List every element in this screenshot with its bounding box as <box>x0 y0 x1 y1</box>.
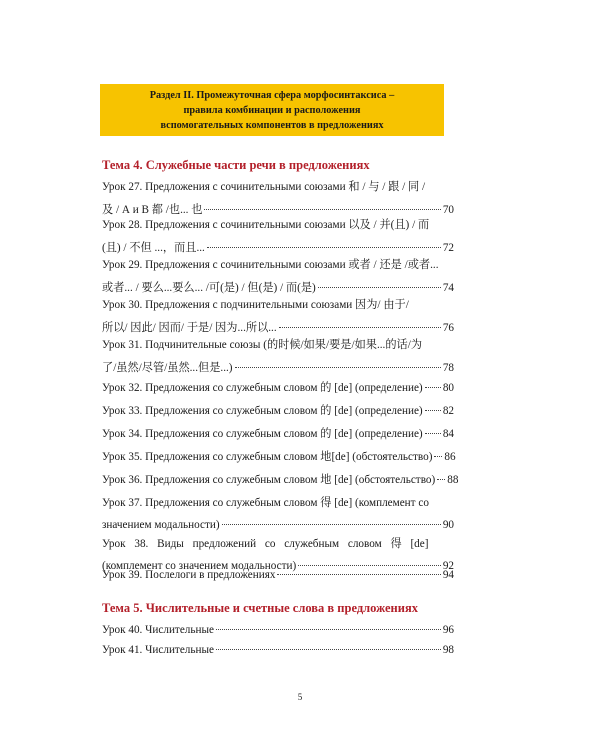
toc-entry-text: Урок 41. Числительные <box>102 644 214 656</box>
toc-page-number: 94 <box>442 569 454 581</box>
toc-entry-line <box>102 496 454 510</box>
toc-entry-line <box>102 361 454 375</box>
toc-page-number: 70 <box>442 204 454 216</box>
toc-entry-lesson-31[interactable] <box>102 338 454 375</box>
toc-entry-text: Урок 34. Предложения со служебным словом 的 [de] (определение) <box>102 428 423 440</box>
toc-entry-lesson-29[interactable] <box>102 258 454 295</box>
toc-entry-text: 所以/ 因此/ 因而/ 于是/ 因为...所以... <box>102 322 277 334</box>
section-title-line-1: Раздел II. Промежуточная сфера морфосинтаксиса – <box>149 89 395 101</box>
toc-entry-line <box>102 537 454 551</box>
toc-page-number: 72 <box>442 242 454 254</box>
leader-dots <box>277 574 440 575</box>
section-header-box <box>100 84 444 136</box>
toc-entry-lesson-33[interactable] <box>102 404 454 418</box>
toc-entry-text: Урок 35. Предложения со служебным словом 地[de] (обстоятельство) <box>102 451 433 463</box>
toc-page-number: 78 <box>442 362 454 374</box>
toc-entry-line <box>102 381 454 395</box>
toc-entry-text: Урок 29. Предложения с сочинительными союзами 或者 / 还是 /或者... <box>102 259 439 271</box>
leader-dots <box>318 287 441 288</box>
toc-entry-text: Урок 39. Послелоги в предложениях <box>102 569 276 581</box>
toc-entry-lesson-28[interactable] <box>102 218 454 255</box>
leader-dots <box>222 524 441 525</box>
toc-entry-lesson-34[interactable] <box>102 427 454 441</box>
topic-5-title: Тема 5. Числительные и счетные слова в предложениях <box>102 601 418 615</box>
toc-entry-line <box>102 203 454 217</box>
toc-entry-line <box>102 338 454 352</box>
toc-entry-line <box>102 281 454 295</box>
toc-entry-line <box>102 298 454 312</box>
toc-entry-lesson-30[interactable] <box>102 298 454 335</box>
section-title-line-2: правила комбинации и расположения <box>183 104 361 116</box>
toc-entry-text: Урок 40. Числительные <box>102 624 214 636</box>
toc-entry-lesson-37[interactable] <box>102 496 454 532</box>
toc-entry-text: 了/虽然/尽管/虽然...但是...) <box>102 362 233 374</box>
toc-entry-text: 或者... / 要么...要么... /可(是) / 但(是) / 而(是) <box>102 282 316 294</box>
toc-entry-line <box>102 321 454 335</box>
toc-entry-lesson-35[interactable] <box>102 450 454 464</box>
leader-dots <box>207 247 441 248</box>
toc-entry-lesson-32[interactable] <box>102 381 454 395</box>
leader-dots <box>425 387 441 388</box>
topic-4-title: Тема 4. Служебные части речи в предложениях <box>102 158 370 172</box>
toc-entry-text: значением модальности) <box>102 519 220 531</box>
toc-page-number: 96 <box>442 624 454 636</box>
leader-dots <box>425 410 441 411</box>
toc-entry-lesson-41[interactable] <box>102 643 454 657</box>
toc-entry-text: Урок 32. Предложения со служебным словом 的 [de] (определение) <box>102 382 423 394</box>
toc-entry-text: Урок 28. Предложения с сочинительными союзами 以及 / 并(且) / 而 <box>102 219 430 231</box>
toc-entry-lesson-27[interactable] <box>102 180 454 217</box>
toc-page-number: 84 <box>442 428 454 440</box>
toc-page-number: 98 <box>442 644 454 656</box>
leader-dots <box>235 367 441 368</box>
toc-entry-line <box>102 473 459 487</box>
leader-dots <box>298 565 441 566</box>
toc-page-number: 82 <box>442 405 454 417</box>
section-title-line-3: вспомогательных компонентов в предложениях <box>160 119 384 131</box>
leader-dots <box>216 649 441 650</box>
toc-entry-line <box>102 518 454 532</box>
toc-entry-text: (且) / 不但 ...，而且... <box>102 242 205 254</box>
toc-entry-text: Урок 38. Виды предложений со служебным словом 得 [de] <box>102 538 429 550</box>
toc-entry-text: Урок 37. Предложения со служебным словом 得 [de] (комплемент со <box>102 497 429 509</box>
toc-entry-text: Урок 27. Предложения с сочинительными союзами 和 / 与 / 跟 / 同 / <box>102 181 426 193</box>
leader-dots <box>437 479 445 480</box>
toc-entry-text: Урок 36. Предложения со служебным словом 地 [de] (обстоятельство) <box>102 474 436 486</box>
leader-dots <box>216 629 441 630</box>
toc-entry-line <box>102 218 454 232</box>
toc-page-number: 86 <box>444 451 456 463</box>
leader-dots <box>204 209 440 210</box>
toc-page-number: 74 <box>442 282 454 294</box>
toc-entry-text: (комплемент со значением модальности) <box>102 560 297 572</box>
toc-entry-text: Урок 31. Подчинительные союзы (的时候/如果/要是/如果...的话/为 <box>102 339 423 351</box>
page-number: 5 <box>297 692 303 702</box>
toc-page-number: 80 <box>442 382 454 394</box>
toc-entry-line <box>102 643 454 657</box>
toc-entry-lesson-39[interactable] <box>102 568 454 582</box>
toc-entry-line <box>102 568 454 582</box>
toc-page-number: 90 <box>442 519 454 531</box>
toc-entry-line <box>102 450 454 464</box>
toc-entry-lesson-36[interactable] <box>102 473 459 487</box>
toc-entry-text: 及 / А и В 都 /也... 也 <box>102 204 203 216</box>
toc-entry-lesson-40[interactable] <box>102 623 454 637</box>
leader-dots <box>279 327 441 328</box>
toc-page-number: 92 <box>442 560 454 572</box>
toc-entry-line <box>102 258 454 272</box>
leader-dots <box>434 456 442 457</box>
toc-page-number: 88 <box>447 474 459 486</box>
toc-page-number: 76 <box>442 322 454 334</box>
leader-dots <box>425 433 441 434</box>
toc-entry-line <box>102 241 454 255</box>
toc-entry-line <box>102 404 454 418</box>
toc-entry-text: Урок 30. Предложения с подчинительными союзами 因为/ 由于/ <box>102 299 409 311</box>
toc-entry-line <box>102 427 454 441</box>
toc-entry-line <box>102 623 454 637</box>
toc-entry-line <box>102 180 454 194</box>
toc-entry-text: Урок 33. Предложения со служебным словом 的 [de] (определение) <box>102 405 423 417</box>
